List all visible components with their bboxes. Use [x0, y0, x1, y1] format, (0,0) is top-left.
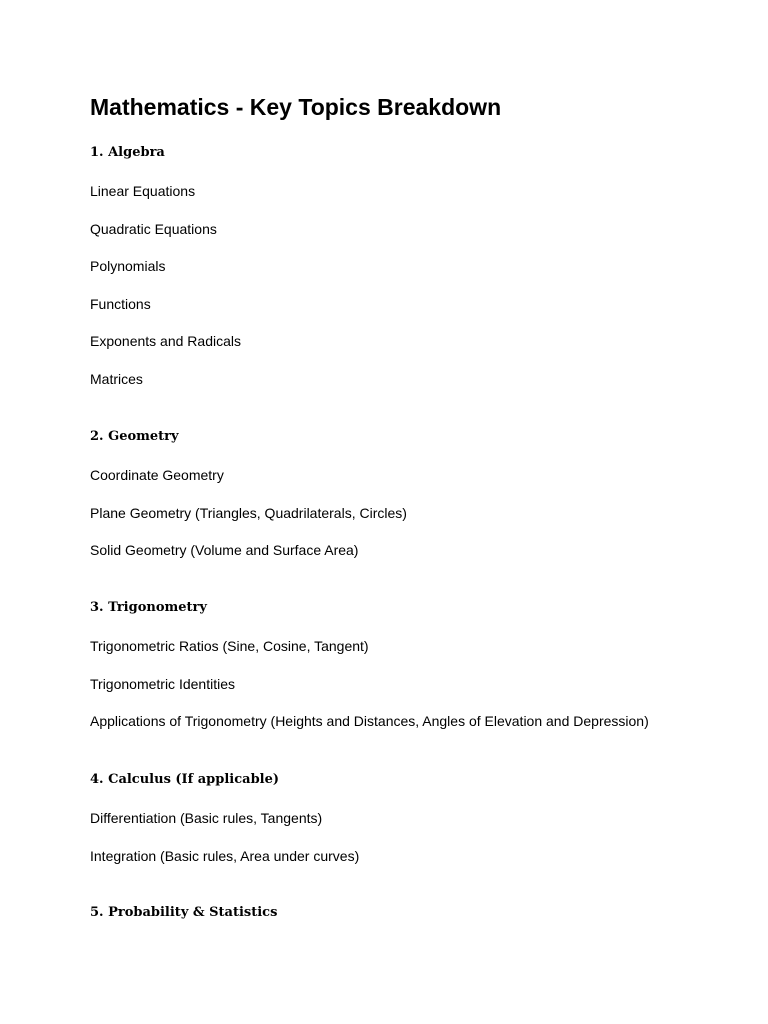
section-probability-statistics: [90, 903, 750, 923]
list-item: Matrices: [90, 370, 143, 387]
list-item: Integration (Basic rules, Area under curves): [90, 847, 360, 864]
section-heading: 1. Algebra: [90, 145, 165, 160]
section-algebra: [90, 143, 750, 407]
list-item: Exponents and Radicals: [90, 333, 241, 350]
section-calculus: [90, 770, 750, 883]
list-item: Quadratic Equations: [90, 220, 217, 237]
list-item: Coordinate Geometry: [90, 467, 224, 483]
list-item: Applications of Trigonometry (Heights and Distances, Angles of Elevation and Depression): [90, 713, 649, 730]
list-item: Linear Equations: [90, 183, 196, 199]
section-trigonometry: [90, 598, 750, 749]
section-heading: 3. Trigonometry: [90, 600, 207, 615]
section-heading: 5. Probability & Statistics: [90, 905, 278, 920]
list-item: Polynomials: [90, 258, 166, 275]
list-item: Plane Geometry (Triangles, Quadrilaterals, Circles): [90, 504, 407, 521]
topic-list: [90, 181, 750, 389]
section-heading: 4. Calculus (If applicable): [90, 772, 280, 787]
list-item: Solid Geometry (Volume and Surface Area): [90, 542, 359, 559]
topic-list: [90, 636, 750, 731]
list-item: Functions: [90, 295, 151, 312]
list-item: Differentiation (Basic rules, Tangents): [90, 810, 323, 826]
list-item: Trigonometric Identities: [90, 675, 235, 692]
list-item: Trigonometric Ratios (Sine, Cosine, Tangent): [90, 638, 369, 654]
document-title: Mathematics - Key Topics Breakdown: [90, 94, 502, 120]
section-heading: 2. Geometry: [90, 429, 179, 444]
topic-list: [90, 808, 750, 866]
topic-list: [90, 465, 750, 560]
section-geometry: [90, 427, 750, 578]
